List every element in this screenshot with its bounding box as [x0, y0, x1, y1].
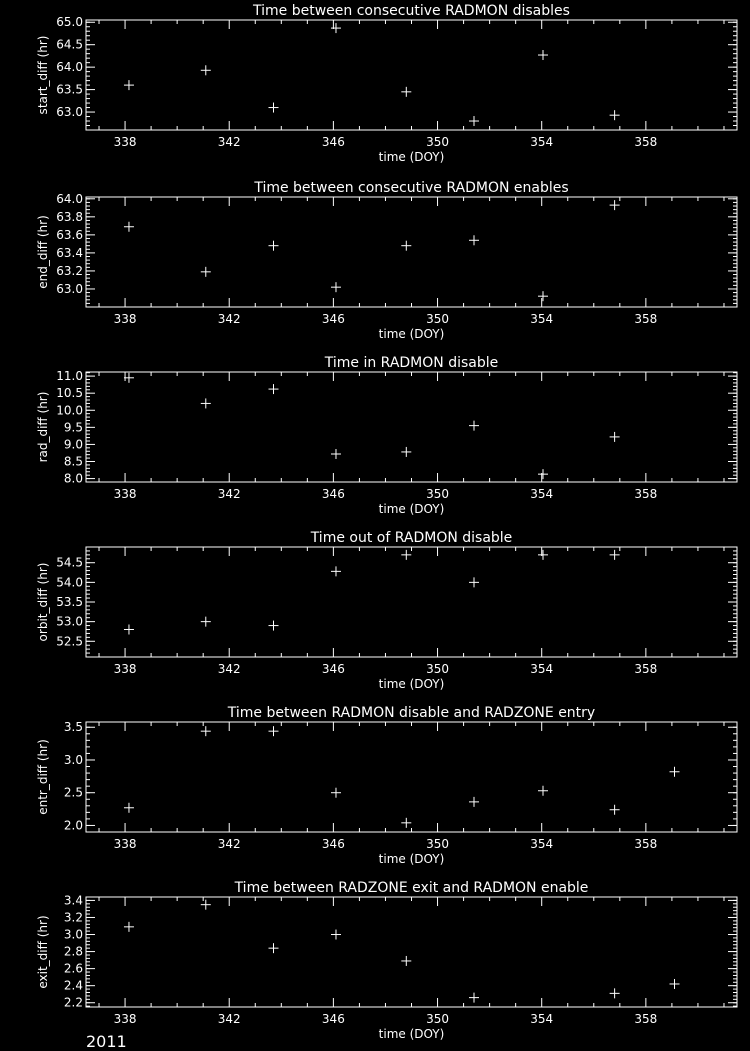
- y-tick-label: 64.5: [56, 37, 83, 52]
- data-point: [538, 50, 548, 60]
- x-axis-label: time (DOY): [378, 1027, 445, 1041]
- data-point: [201, 398, 211, 408]
- x-tick-label: 354: [530, 662, 554, 676]
- y-tick-label: 53.0: [56, 614, 83, 629]
- chart-panel-1: [36, 3, 737, 164]
- data-point: [610, 988, 620, 998]
- y-axis-label: rad_diff (hr): [36, 391, 50, 463]
- y-tick-label: 3.4: [63, 893, 83, 908]
- x-tick-label: 350: [426, 135, 449, 149]
- data-point: [538, 469, 548, 479]
- x-tick-label: 342: [217, 837, 241, 851]
- y-tick-label: 64.0: [56, 191, 83, 206]
- data-point: [610, 550, 620, 560]
- chart-title: Time between consecutive RADMON disables: [253, 3, 570, 19]
- plot-frame: [86, 197, 737, 307]
- data-point: [201, 900, 211, 910]
- x-tick-label: 342: [217, 135, 241, 149]
- x-tick-label: 346: [321, 487, 345, 501]
- y-axis-label: start_diff (hr): [36, 35, 50, 115]
- data-point: [469, 421, 479, 431]
- x-tick-label: 350: [426, 662, 449, 676]
- y-tick-label: 63.0: [56, 281, 83, 296]
- chart-panel-4: [36, 530, 737, 691]
- x-axis-label: time (DOY): [378, 502, 445, 516]
- x-tick-label: 354: [530, 312, 554, 326]
- data-point: [201, 267, 211, 277]
- y-tick-label: 8.0: [63, 471, 83, 486]
- data-point: [268, 103, 278, 113]
- x-tick-label: 346: [321, 1012, 345, 1026]
- data-point: [610, 432, 620, 442]
- x-tick-label: 350: [426, 487, 449, 501]
- x-tick-label: 346: [321, 135, 345, 149]
- year-label: 2011: [86, 1032, 127, 1051]
- x-tick-label: 342: [217, 1012, 241, 1026]
- x-tick-label: 350: [426, 837, 449, 851]
- y-tick-label: 9.0: [63, 437, 83, 452]
- data-point: [469, 116, 479, 126]
- x-axis-label: time (DOY): [378, 852, 445, 866]
- chart-title: Time out of RADMON disable: [310, 530, 513, 546]
- y-tick-label: 3.0: [63, 927, 83, 942]
- data-point: [268, 241, 278, 251]
- x-tick-label: 338: [113, 312, 137, 326]
- data-point: [538, 786, 548, 796]
- data-point: [670, 767, 680, 777]
- y-tick-label: 3.2: [63, 910, 83, 925]
- x-tick-label: 338: [113, 1012, 137, 1026]
- x-tick-label: 342: [217, 662, 241, 676]
- data-point: [469, 577, 479, 587]
- data-point: [331, 788, 341, 798]
- data-point: [538, 550, 548, 560]
- y-axis-label: end_diff (hr): [36, 215, 50, 289]
- y-axis-label: orbit_diff (hr): [36, 562, 50, 642]
- y-tick-label: 3.5: [63, 720, 83, 735]
- y-tick-label: 2.4: [63, 978, 83, 993]
- x-tick-label: 338: [113, 837, 137, 851]
- x-tick-label: 338: [113, 487, 137, 501]
- data-point: [670, 979, 680, 989]
- data-point: [268, 621, 278, 631]
- y-tick-label: 54.0: [56, 575, 83, 590]
- chart-title: Time between RADMON disable and RADZONE entry: [227, 705, 596, 721]
- data-point: [401, 87, 411, 97]
- x-tick-label: 354: [530, 135, 554, 149]
- data-point: [124, 803, 134, 813]
- y-tick-label: 3.0: [63, 752, 83, 767]
- data-point: [201, 726, 211, 736]
- x-tick-label: 342: [217, 487, 241, 501]
- data-point: [610, 805, 620, 815]
- y-tick-label: 54.5: [56, 555, 83, 570]
- x-tick-label: 358: [634, 837, 658, 851]
- y-axis-label: entr_diff (hr): [36, 739, 50, 815]
- y-tick-label: 63.5: [56, 82, 83, 97]
- chart-panel-2: [36, 180, 737, 341]
- data-point: [401, 241, 411, 251]
- data-point: [268, 726, 278, 736]
- x-tick-label: 346: [321, 662, 345, 676]
- x-tick-label: 358: [634, 312, 658, 326]
- x-tick-label: 354: [530, 1012, 554, 1026]
- plot-frame: [86, 372, 737, 482]
- data-point: [331, 449, 341, 459]
- x-tick-label: 354: [530, 837, 554, 851]
- x-axis-label: time (DOY): [378, 677, 445, 691]
- y-tick-label: 65.0: [56, 15, 83, 30]
- y-tick-label: 8.5: [63, 454, 83, 469]
- data-point: [610, 110, 620, 120]
- data-point: [538, 291, 548, 301]
- data-point: [469, 797, 479, 807]
- y-tick-label: 53.5: [56, 595, 83, 609]
- chart-title: Time between RADZONE exit and RADMON enable: [234, 880, 589, 896]
- data-point: [401, 818, 411, 828]
- y-tick-label: 52.5: [56, 634, 83, 649]
- x-axis-label: time (DOY): [378, 327, 445, 341]
- chart-panel-3: [36, 355, 737, 516]
- plot-frame: [86, 722, 737, 832]
- x-tick-label: 342: [217, 312, 241, 326]
- x-tick-label: 338: [113, 662, 137, 676]
- data-point: [201, 65, 211, 75]
- y-tick-label: 63.4: [56, 245, 83, 260]
- y-tick-label: 11.0: [56, 369, 83, 384]
- x-tick-label: 350: [426, 1012, 449, 1026]
- y-tick-label: 10.0: [56, 403, 83, 418]
- data-point: [401, 447, 411, 457]
- y-tick-label: 63.2: [56, 263, 83, 278]
- chart-panel-6: [36, 880, 737, 1041]
- y-tick-label: 63.0: [56, 105, 83, 120]
- x-tick-label: 358: [634, 135, 658, 149]
- y-tick-label: 63.8: [56, 209, 83, 224]
- x-tick-label: 346: [321, 837, 345, 851]
- data-point: [268, 943, 278, 953]
- data-point: [331, 566, 341, 576]
- data-point: [124, 222, 134, 232]
- data-point: [124, 922, 134, 932]
- data-point: [124, 80, 134, 90]
- y-tick-label: 10.5: [56, 386, 83, 401]
- data-point: [401, 956, 411, 966]
- chart-panel-5: [36, 705, 737, 866]
- x-tick-label: 354: [530, 487, 554, 501]
- x-tick-label: 358: [634, 662, 658, 676]
- y-tick-label: 2.8: [63, 944, 83, 959]
- data-point: [469, 235, 479, 245]
- y-tick-label: 2.0: [63, 818, 83, 833]
- x-tick-label: 350: [426, 312, 449, 326]
- x-tick-label: 346: [321, 312, 345, 326]
- chart-title: Time in RADMON disable: [324, 355, 499, 371]
- x-axis-label: time (DOY): [378, 150, 445, 164]
- y-tick-label: 9.5: [63, 420, 83, 435]
- data-point: [610, 200, 620, 210]
- x-tick-label: 358: [634, 1012, 658, 1026]
- plot-frame: [86, 897, 737, 1007]
- x-tick-label: 358: [634, 487, 658, 501]
- data-point: [331, 282, 341, 292]
- y-tick-label: 2.2: [63, 995, 83, 1010]
- data-point: [124, 625, 134, 635]
- data-point: [469, 993, 479, 1003]
- y-tick-label: 2.5: [63, 785, 83, 800]
- data-point: [331, 23, 341, 33]
- y-tick-label: 2.6: [63, 961, 83, 976]
- x-tick-label: 338: [113, 135, 137, 149]
- plot-frame: [86, 20, 737, 130]
- chart-title: Time between consecutive RADMON enables: [254, 180, 569, 196]
- y-tick-label: 64.0: [56, 60, 83, 75]
- data-point: [268, 384, 278, 394]
- y-tick-label: 63.6: [56, 227, 83, 242]
- data-point: [331, 930, 341, 940]
- y-axis-label: exit_diff (hr): [36, 915, 50, 989]
- data-point: [201, 617, 211, 627]
- plot-frame: [86, 547, 737, 657]
- data-point: [401, 550, 411, 560]
